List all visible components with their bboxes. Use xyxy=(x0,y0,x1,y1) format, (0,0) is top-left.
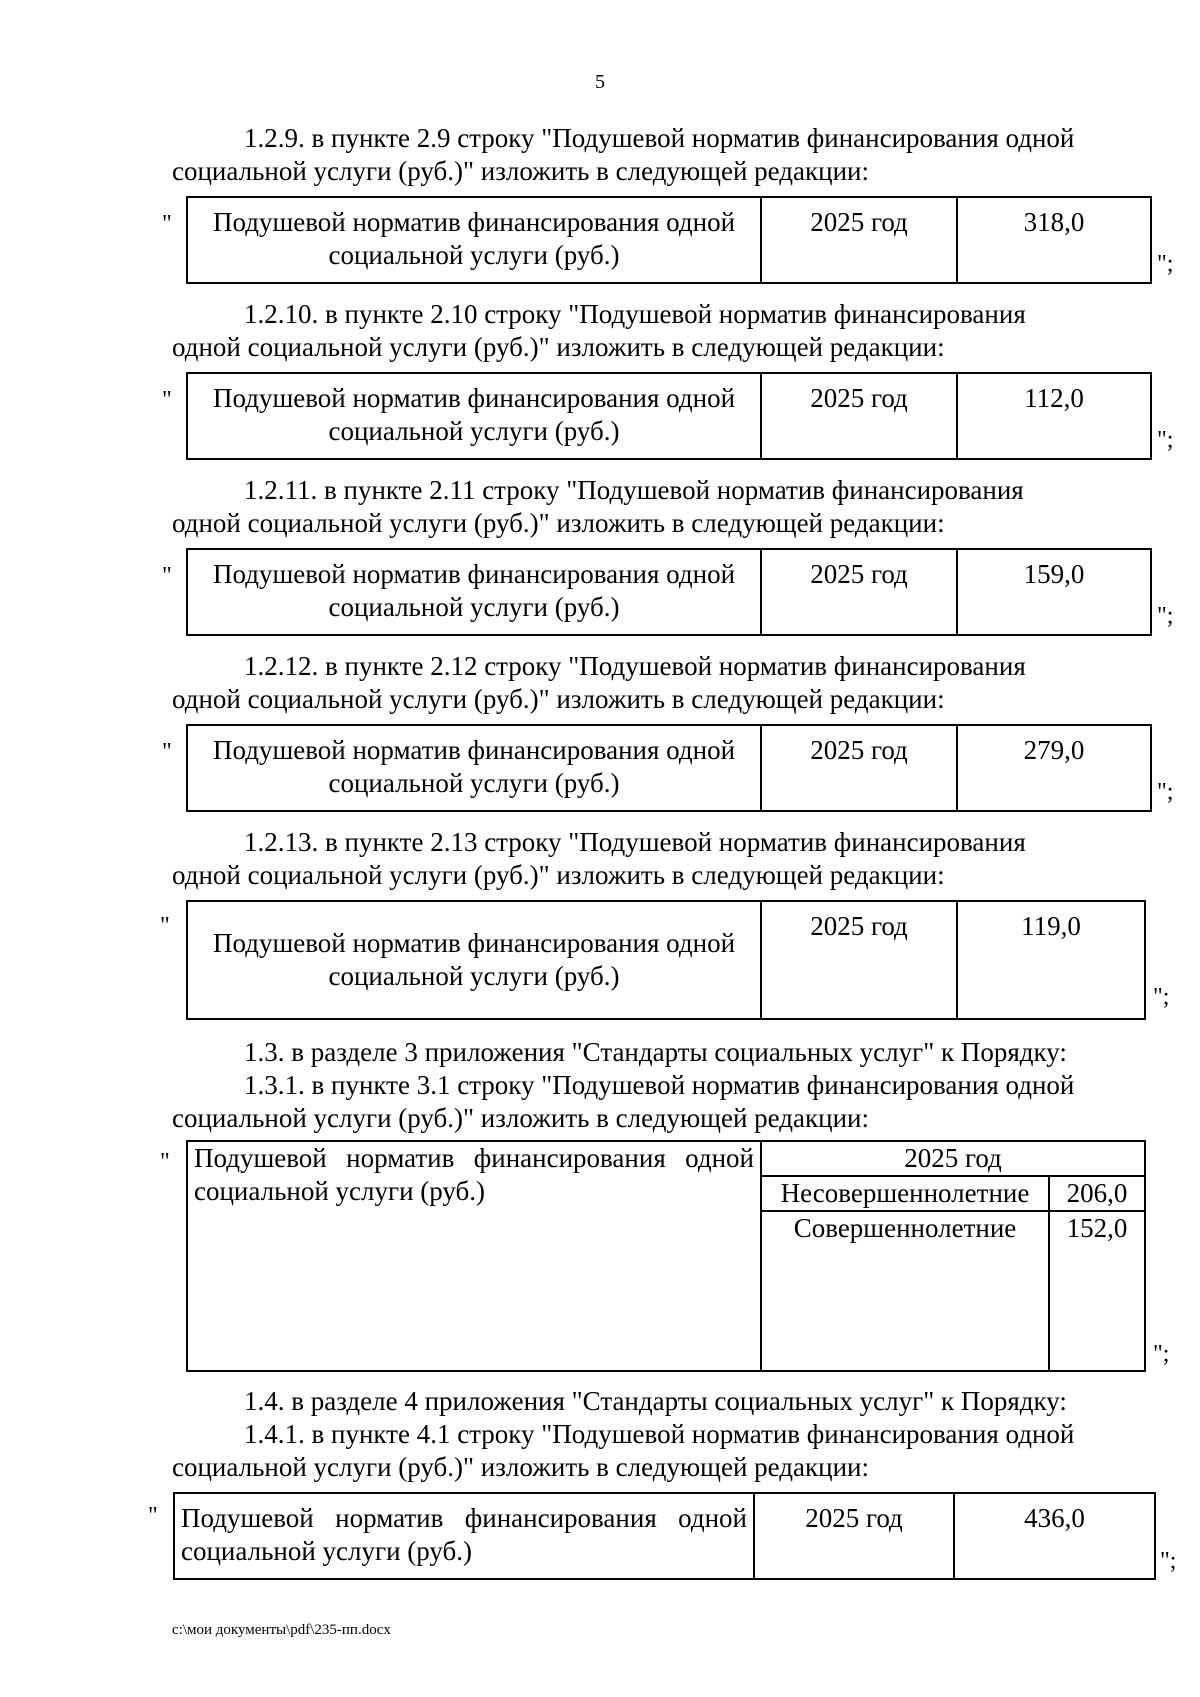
paragraph-1-2-10 xyxy=(172,298,1145,364)
normative-table-2-12 xyxy=(186,724,1152,812)
paragraph-1-2-13 xyxy=(172,826,1145,892)
table-year-cell: 2025 год xyxy=(761,549,957,635)
quote-close: "; xyxy=(1157,603,1174,629)
paragraph-line: социальной услуги (руб.)" изложить в следующей редакции: xyxy=(172,1103,869,1133)
quote-open: " xyxy=(162,563,172,589)
footer-file-path: c:\мои документы\pdf\235-пп.docx xyxy=(172,1622,391,1638)
age-group-cell xyxy=(761,1141,1145,1371)
section-heading-1-3: 1.3. в разделе 3 приложения "Стандарты социальных услуг" к Порядку: xyxy=(244,1037,1067,1067)
paragraph-line: 1.2.11. в пункте 2.11 строку "Подушевой норматив финансирования xyxy=(244,475,1024,505)
paragraph-1-2-11 xyxy=(172,474,1145,540)
quote-open: " xyxy=(162,739,172,765)
paragraph-line: 1.3.1. в пункте 3.1 строку "Подушевой норматив финансирования одной xyxy=(244,1070,1075,1100)
paragraph-line: одной социальной услуги (руб.)" изложить в следующей редакции: xyxy=(172,508,945,538)
table-label-cell: Подушевой норматив финансирования одной социальной услуги (руб.) xyxy=(174,1493,754,1579)
paragraph-line: одной социальной услуги (руб.)" изложить в следующей редакции: xyxy=(172,684,945,714)
normative-table-3-1 xyxy=(186,1140,1146,1372)
age-row xyxy=(762,1212,1144,1370)
table-year-cell: 2025 год xyxy=(754,1493,954,1579)
table-value-cell: 112,0 xyxy=(957,373,1151,459)
paragraph-1-3-1 xyxy=(172,1069,1145,1135)
normative-table-2-10 xyxy=(186,372,1152,460)
age-row-name: Совершеннолетние xyxy=(793,1213,1017,1243)
table-year-cell: 2025 год xyxy=(761,901,957,1019)
paragraph-line: социальной услуги (руб.)" изложить в следующей редакции: xyxy=(172,156,869,186)
age-row-name: Несовершеннолетние xyxy=(780,1178,1030,1208)
table-year-cell: 2025 год xyxy=(761,725,957,811)
paragraph-1-2-12 xyxy=(172,650,1145,716)
normative-table-2-9 xyxy=(186,196,1152,284)
table-value-cell: 159,0 xyxy=(957,549,1151,635)
table-label-cell: Подушевой норматив финансирования одной социальной услуги (руб.) xyxy=(187,197,761,283)
age-row xyxy=(762,1177,1144,1210)
table-label-cell: Подушевой норматив финансирования одной социальной услуги (руб.) xyxy=(187,549,761,635)
paragraph-1-2-9 xyxy=(172,122,1145,188)
paragraph-line: 1.2.10. в пункте 2.10 строку "Подушевой норматив финансирования xyxy=(244,299,1026,329)
paragraph-1-4-1 xyxy=(172,1418,1145,1484)
quote-open: " xyxy=(162,387,172,413)
normative-table-4-1 xyxy=(173,1492,1156,1580)
age-row-value: 206,0 xyxy=(1048,1177,1144,1210)
paragraph-line: социальной услуги (руб.)" изложить в следующей редакции: xyxy=(172,1452,869,1482)
table-year-header: 2025 год xyxy=(762,1142,1144,1177)
paragraph-line: 1.2.12. в пункте 2.12 строку "Подушевой норматив финансирования xyxy=(244,651,1026,681)
table-year-cell: 2025 год xyxy=(761,373,957,459)
paragraph-line: 1.4.1. в пункте 4.1 строку "Подушевой норматив финансирования одной xyxy=(244,1419,1075,1449)
table-value-cell: 279,0 xyxy=(957,725,1151,811)
paragraph-line: 1.2.9. в пункте 2.9 строку "Подушевой норматив финансирования одной xyxy=(244,123,1075,153)
table-label-cell: Подушевой норматив финансирования одной социальной услуги (руб.) xyxy=(187,901,761,1019)
table-value-cell: 119,0 xyxy=(957,901,1145,1019)
table-value-cell: 318,0 xyxy=(957,197,1151,283)
section-heading-1-4: 1.4. в разделе 4 приложения "Стандарты социальных услуг" к Порядку: xyxy=(244,1386,1067,1416)
paragraph-line: одной социальной услуги (руб.)" изложить в следующей редакции: xyxy=(172,860,945,890)
table-value-cell: 436,0 xyxy=(954,1493,1155,1579)
normative-table-2-13 xyxy=(186,900,1146,1020)
table-year-cell: 2025 год xyxy=(761,197,957,283)
quote-open: " xyxy=(160,1149,170,1175)
table-label-cell: Подушевой норматив финансирования одной социальной услуги (руб.) xyxy=(187,1141,761,1371)
paragraph-line: 1.2.13. в пункте 2.13 строку "Подушевой норматив финансирования xyxy=(244,827,1026,857)
quote-close: "; xyxy=(1157,251,1174,277)
page-number: 5 xyxy=(595,71,605,93)
quote-close: "; xyxy=(1153,1341,1170,1367)
quote-close: "; xyxy=(1157,427,1174,453)
table-label-cell: Подушевой норматив финансирования одной социальной услуги (руб.) xyxy=(187,373,761,459)
quote-open: " xyxy=(162,211,172,237)
quote-close: "; xyxy=(1157,779,1174,805)
quote-open: " xyxy=(160,913,170,939)
table-label-cell: Подушевой норматив финансирования одной социальной услуги (руб.) xyxy=(187,725,761,811)
normative-table-2-11 xyxy=(186,548,1152,636)
quote-open: " xyxy=(148,1503,158,1529)
age-row-value: 152,0 xyxy=(1048,1212,1144,1370)
quote-close: "; xyxy=(1160,1548,1177,1574)
paragraph-line: одной социальной услуги (руб.)" изложить в следующей редакции: xyxy=(172,332,945,362)
quote-close: "; xyxy=(1153,984,1170,1010)
